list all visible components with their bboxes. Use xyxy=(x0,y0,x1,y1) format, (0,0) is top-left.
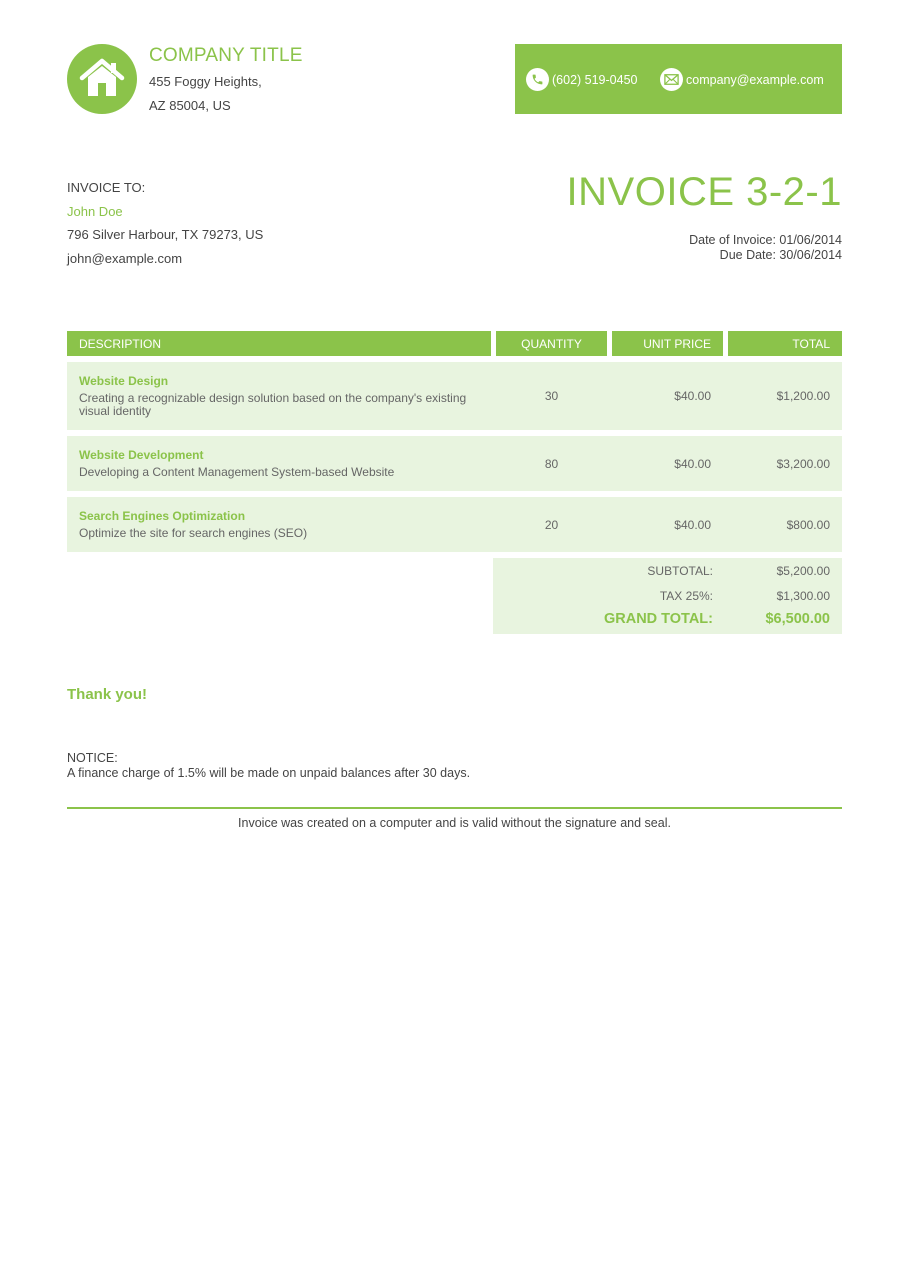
due-date: Due Date: 30/06/2014 xyxy=(719,247,842,262)
item-total: $800.00 xyxy=(786,518,830,532)
subtotal-label: SUBTOTAL: xyxy=(647,564,713,578)
header-quantity: QUANTITY xyxy=(496,331,607,356)
email-contact[interactable] xyxy=(660,68,824,91)
phone-contact[interactable] xyxy=(526,68,637,91)
thank-you-text: Thank you! xyxy=(67,686,148,703)
subtotal-value: $5,200.00 xyxy=(776,564,830,578)
company-title: COMPANY TITLE xyxy=(149,45,303,66)
notice-label: NOTICE: xyxy=(67,751,118,765)
invoice-dates xyxy=(689,233,842,262)
phone-icon xyxy=(526,68,549,91)
grand-total-value: $6,500.00 xyxy=(765,611,830,627)
item-description-cell xyxy=(79,374,479,418)
item-unit-price: $40.00 xyxy=(674,389,711,403)
header-total: TOTAL xyxy=(728,331,842,356)
home-icon xyxy=(79,58,125,100)
tax-value: $1,300.00 xyxy=(776,589,830,603)
item-description: Developing a Content Management System-based Website xyxy=(79,465,395,479)
header-unit-price: UNIT PRICE xyxy=(612,331,723,356)
item-title: Website Design xyxy=(79,374,169,388)
company-address-line1: 455 Foggy Heights, xyxy=(149,74,262,89)
invoice-number: INVOICE 3-2-1 xyxy=(566,170,842,214)
notice-block xyxy=(67,751,470,780)
item-description: Creating a recognizable design solution based on the company's existing visual identity xyxy=(79,391,467,418)
invoice-to-label: INVOICE TO: xyxy=(67,180,146,195)
client-address: 796 Silver Harbour, TX 79273, US xyxy=(67,227,264,242)
table-row xyxy=(67,436,842,491)
table-row xyxy=(67,497,842,552)
company-logo xyxy=(67,44,137,114)
item-quantity: 20 xyxy=(544,518,559,532)
invoice-to-block xyxy=(67,176,263,270)
company-email: company@example.com xyxy=(686,72,824,87)
header-description: DESCRIPTION xyxy=(67,331,491,356)
contact-box xyxy=(515,44,842,114)
grand-total-label: GRAND TOTAL: xyxy=(603,611,713,627)
company-address xyxy=(149,70,262,118)
totals-box xyxy=(493,558,842,634)
invoice-date: Date of Invoice: 01/06/2014 xyxy=(689,233,842,247)
item-title: Search Engines Optimization xyxy=(79,509,246,523)
table-row xyxy=(67,362,842,430)
item-title: Website Development xyxy=(79,448,204,462)
company-address-line2: AZ 85004, US xyxy=(149,98,231,113)
footer-text: Invoice was created on a computer and is valid without the signature and seal. xyxy=(238,816,671,830)
item-total: $3,200.00 xyxy=(776,457,830,471)
item-unit-price: $40.00 xyxy=(674,518,711,532)
tax-label: TAX 25%: xyxy=(659,589,713,603)
client-email: john@example.com xyxy=(67,250,183,266)
item-unit-price: $40.00 xyxy=(674,457,711,471)
notice-text: A finance charge of 1.5% will be made on unpaid balances after 30 days. xyxy=(67,765,471,780)
item-quantity: 30 xyxy=(544,389,559,403)
item-quantity: 80 xyxy=(544,457,559,471)
envelope-icon xyxy=(660,68,683,91)
item-description: Optimize the site for search engines (SEO) xyxy=(79,526,308,540)
footer-divider xyxy=(67,807,842,809)
item-total: $1,200.00 xyxy=(776,389,830,403)
item-description-cell xyxy=(79,448,479,479)
item-description-cell xyxy=(79,509,479,540)
client-name: John Doe xyxy=(67,203,123,219)
company-phone: (602) 519-0450 xyxy=(552,72,638,87)
